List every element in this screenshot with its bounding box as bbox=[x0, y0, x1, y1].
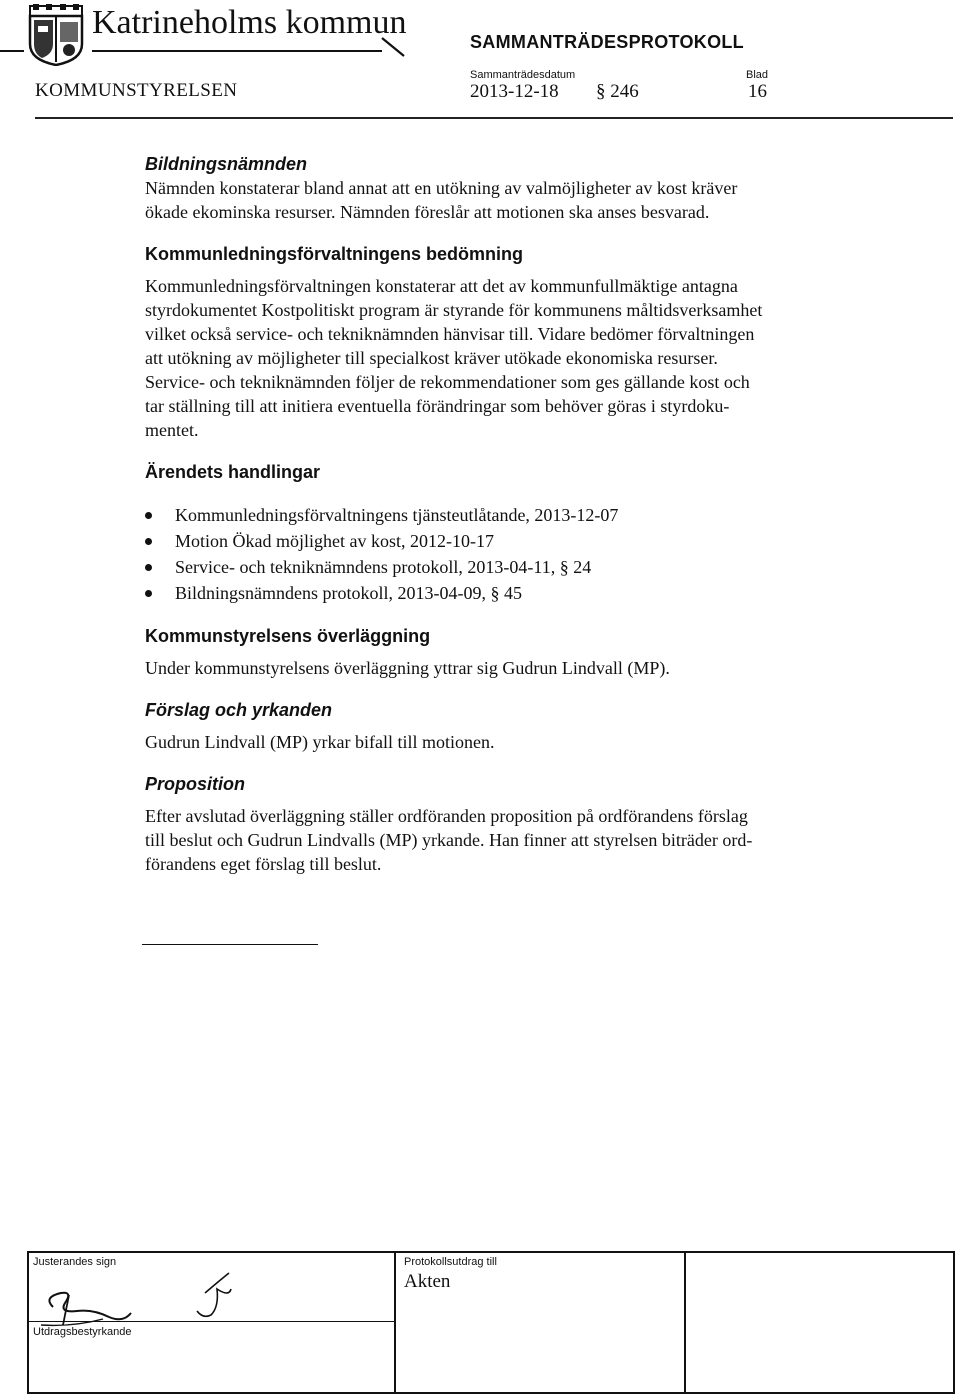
paragraph-line: förandens eget förslag till beslut. bbox=[145, 854, 382, 874]
paragraph-line: Under kommunstyrelsens överläggning yttrar sig Gudrun Lindvall (MP). bbox=[145, 658, 670, 678]
brand-underline bbox=[92, 50, 382, 52]
section-heading-bedomning: Kommunledningsförvaltningens bedömning bbox=[145, 244, 523, 264]
justering-cell bbox=[29, 1253, 396, 1392]
page-number: 16 bbox=[748, 81, 767, 102]
paragraph-line: Nämnden konstaterar bland annat att en utökning av valmöjligheter av kost kräver bbox=[145, 178, 738, 198]
protocol-body bbox=[145, 152, 875, 876]
paragraph-line: till beslut och Gudrun Lindvalls (MP) yrkande. Han finner att styrelsen biträder ord- bbox=[145, 830, 753, 850]
header-divider bbox=[35, 117, 953, 119]
paragraph-line: tar ställning till att initiera eventuella förändringar som behöver göras i styrdoku- bbox=[145, 396, 730, 416]
paragraph-line: Kommunledningsförvaltningen konstaterar att det av kommunfullmäktige antagna bbox=[145, 276, 738, 296]
paragraph-number: § 246 bbox=[596, 81, 639, 102]
list-item: Service- och tekniknämndens protokoll, 2013-04-11, § 24 bbox=[145, 554, 875, 580]
protokollsutdrag-value: Akten bbox=[404, 1271, 451, 1292]
section-heading-forslag: Förslag och yrkanden bbox=[145, 700, 333, 720]
paragraph-line: ökade ekominska resurser. Nämnden föreslår att motionen ska anses besvarad. bbox=[145, 202, 710, 222]
end-of-section-rule bbox=[142, 944, 318, 945]
section-heading-bildningsnamnden: Bildningsnämnden bbox=[145, 154, 307, 174]
list-item: Kommunledningsförvaltningens tjänsteutlåtande, 2013-12-07 bbox=[145, 502, 875, 528]
document-type: SAMMANTRÄDESPROTOKOLL bbox=[470, 32, 744, 52]
paragraph-line: mentet. bbox=[145, 420, 199, 440]
paragraph-line: Service- och tekniknämnden följer de rekommendationer som ges gällande kost och bbox=[145, 372, 750, 392]
meeting-date: 2013-12-18 bbox=[470, 81, 559, 102]
municipality-name bbox=[92, 4, 406, 42]
paragraph-line: vilket också service- och tekniknämnden hänvisar till. Vidare bedömer förvaltningen bbox=[145, 324, 755, 344]
section-heading-proposition: Proposition bbox=[145, 774, 245, 794]
paragraph-line: Gudrun Lindvall (MP) yrkar bifall till motionen. bbox=[145, 732, 495, 752]
protokollsutdrag-label: Protokollsutdrag till bbox=[404, 1256, 497, 1268]
page-label: Blad bbox=[746, 69, 769, 81]
section-heading-handlingar: Ärendets handlingar bbox=[145, 462, 321, 482]
organ-name: KOMMUNSTYRELSEN bbox=[35, 80, 238, 101]
list-item: Motion Ökad möjlighet av kost, 2012-10-17 bbox=[145, 528, 875, 554]
municipality-name-text: Katrineholms kommun bbox=[92, 4, 407, 41]
brand-slash-icon bbox=[380, 36, 406, 58]
meeting-date-label: Sammanträdesdatum bbox=[470, 69, 576, 81]
paragraph-line: Efter avslutad överläggning ställer ordföranden proposition på ordförandens förslag bbox=[145, 806, 748, 826]
header-left-rule bbox=[0, 50, 24, 52]
justerandes-sign-label: Justerandes sign bbox=[33, 1256, 117, 1268]
coat-of-arms-icon bbox=[24, 4, 88, 66]
paragraph-line: styrdokumentet Kostpolitiskt program är styrande för kommunens måltidsverksamhet bbox=[145, 300, 763, 320]
section-heading-overlaggning: Kommunstyrelsens överläggning bbox=[145, 626, 431, 646]
documents-list bbox=[145, 502, 875, 606]
protokollsutdrag-cell bbox=[396, 1253, 686, 1392]
utdragsbestyrkande-label: Utdragsbestyrkande bbox=[33, 1326, 132, 1338]
list-item: Bildningsnämndens protokoll, 2013-04-09, § 45 bbox=[145, 580, 875, 606]
paragraph-line: att utökning av möjligheter till specialkost kräver utökade ekonomiska resurser. bbox=[145, 348, 718, 368]
justering-divider bbox=[29, 1321, 394, 1322]
footer-signature-box bbox=[27, 1251, 955, 1394]
